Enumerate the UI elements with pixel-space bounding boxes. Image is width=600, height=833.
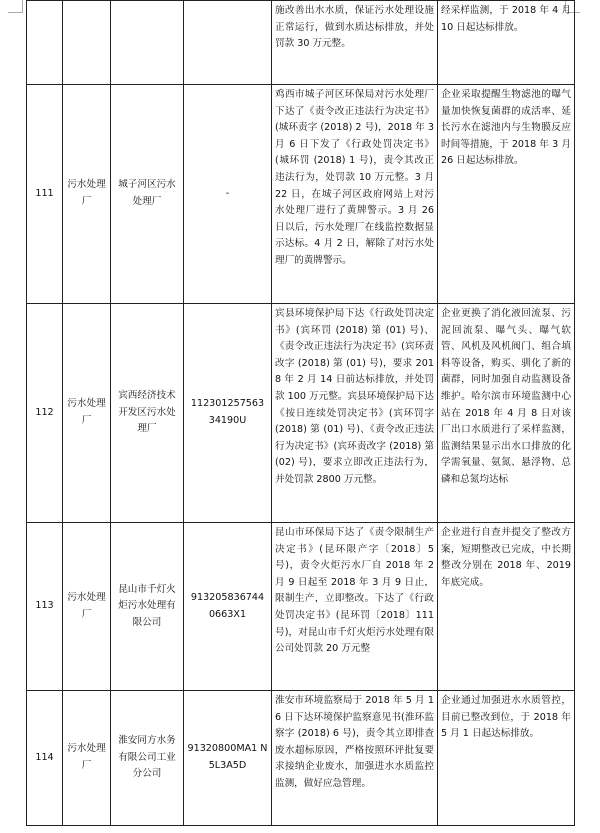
- enforcement-table: [26, 0, 575, 826]
- facility-type: 污水处理厂: [63, 85, 111, 304]
- row-number: 111: [27, 85, 63, 304]
- company-name: [111, 1, 184, 85]
- row-number: 113: [27, 523, 63, 691]
- enforcement-measures: 昆山市环保局下达了《责令限制生产决定书》(昆环限产字〔2018〕5 号)，责令火炬污水厂自 2018 年 2 月 9 日起至 2018 年 3 月 9 日止，限制生产，立即整改。下达了《行政处罚决定书》(昆环罚〔2018〕111 号)，对昆山市千灯火炬污水处理有限公司处罚款 20 万元整: [272, 523, 438, 691]
- table-row: [27, 523, 575, 691]
- enforcement-measures: 施改善出水水质，保证污水处理设施正常运行，做到水质达标排放，并处罚款 30 万元整。: [272, 1, 438, 85]
- rectification-status: 经采样监测，于 2018 年 4 月 10 日起达标排放。: [438, 1, 575, 85]
- company-name: 宾西经济技术开发区污水处理厂: [111, 304, 184, 523]
- enforcement-measures: 宾县环境保护局下达《行政处罚决定书》(宾环罚 (2018) 第 (01) 号)、《责令改正违法行为决定书》(宾环责改字 (2018) 第 (01) 号)，要求 2018 年 2 月 14 日前达标排放，并处罚款 100 万元整。宾县环境保护局下达《按日连续处罚决定书》(宾环罚字 (2018) 第 (01) 号)、《责令改正违法行为决定书》(宾环责改字 (2018) 第 (02) 号)，要求立即改正违法行为，并处罚款 2800 万元整。: [272, 304, 438, 523]
- facility-type: 污水处理厂: [63, 523, 111, 691]
- row-number: [27, 1, 63, 85]
- company-name: 昆山市千灯火炬污水处理有限公司: [111, 523, 184, 691]
- row-number: 114: [27, 691, 63, 826]
- table-row: [27, 691, 575, 826]
- facility-type: 污水处理厂: [63, 691, 111, 826]
- table-row: [27, 85, 575, 304]
- company-name: 淮安同方水务有限公司工业分公司: [111, 691, 184, 826]
- enforcement-measures: 淮安市环境监察局于 2018 年 5 月 16 日下达环境保护监察意见书(淮环监察字 (2018) 6 号)，责令其立即排查废水超标原因，严格按照环评批复要求接纳企业废水，加强进水水质监控监测，做好应急管理。: [272, 691, 438, 826]
- credit-code: -: [184, 85, 272, 304]
- table-row: [27, 304, 575, 523]
- rectification-status: 企业更换了消化液回流泵、污泥回流泵、曝气头、曝气软管、风机及风机阀门、组合填料等设备，购买、驯化了新的菌群，同时加强自动监测设备维护。哈尔滨市环境监测中心站在 2018 年 4 月 8 日对该厂出口水质进行了采样监测，监测结果显示出水口排放的化学需氧量、氨氮、悬浮物、总磷和总氮均达标: [438, 304, 575, 523]
- facility-type: 污水处理厂: [63, 304, 111, 523]
- credit-code: 112301257563 34190U: [184, 304, 272, 523]
- page-corner-mark-left: [8, 0, 23, 13]
- rectification-status: 企业采取提醒生物滤池的曝气量加快恢复菌群的成活率、延长污水在滤池内与生物膜反应时间等措施，于 2018 年 3 月 26 日起达标排放。: [438, 85, 575, 304]
- facility-type: [63, 1, 111, 85]
- enforcement-measures: 鸡西市城子河区环保局对污水处理厂下达了《责令改正违法行为决定书》(城环责字 (2018) 2 号)，2018 年 3 月 6 日下发了《行政处罚决定书》(城环罚 (2018) 1 号)，责令其改正违法行为，处罚款 10 万元整。3 月 22 日，在城子河区政府网站上对污水处理厂进行了黄牌警示。3 月 26 日以后，污水处理厂在线监控数据显示达标。4 月 2 日，解除了对污水处理厂的黄牌警示。: [272, 85, 438, 304]
- company-name: 城子河区污水处理厂: [111, 85, 184, 304]
- row-number: 112: [27, 304, 63, 523]
- credit-code: 913205836744 0663X1: [184, 523, 272, 691]
- credit-code: 91320800MA1 N5L3A5D: [184, 691, 272, 826]
- table-row: [27, 1, 575, 85]
- credit-code: [184, 1, 272, 85]
- rectification-status: 企业进行自查并提交了整改方案，短期整改已完成，中长期整改分别在 2018 年、2019 年底完成。: [438, 523, 575, 691]
- rectification-status: 企业通过加强进水水质管控，目前已整改到位，于 2018 年 5 月 1 日起达标排放。: [438, 691, 575, 826]
